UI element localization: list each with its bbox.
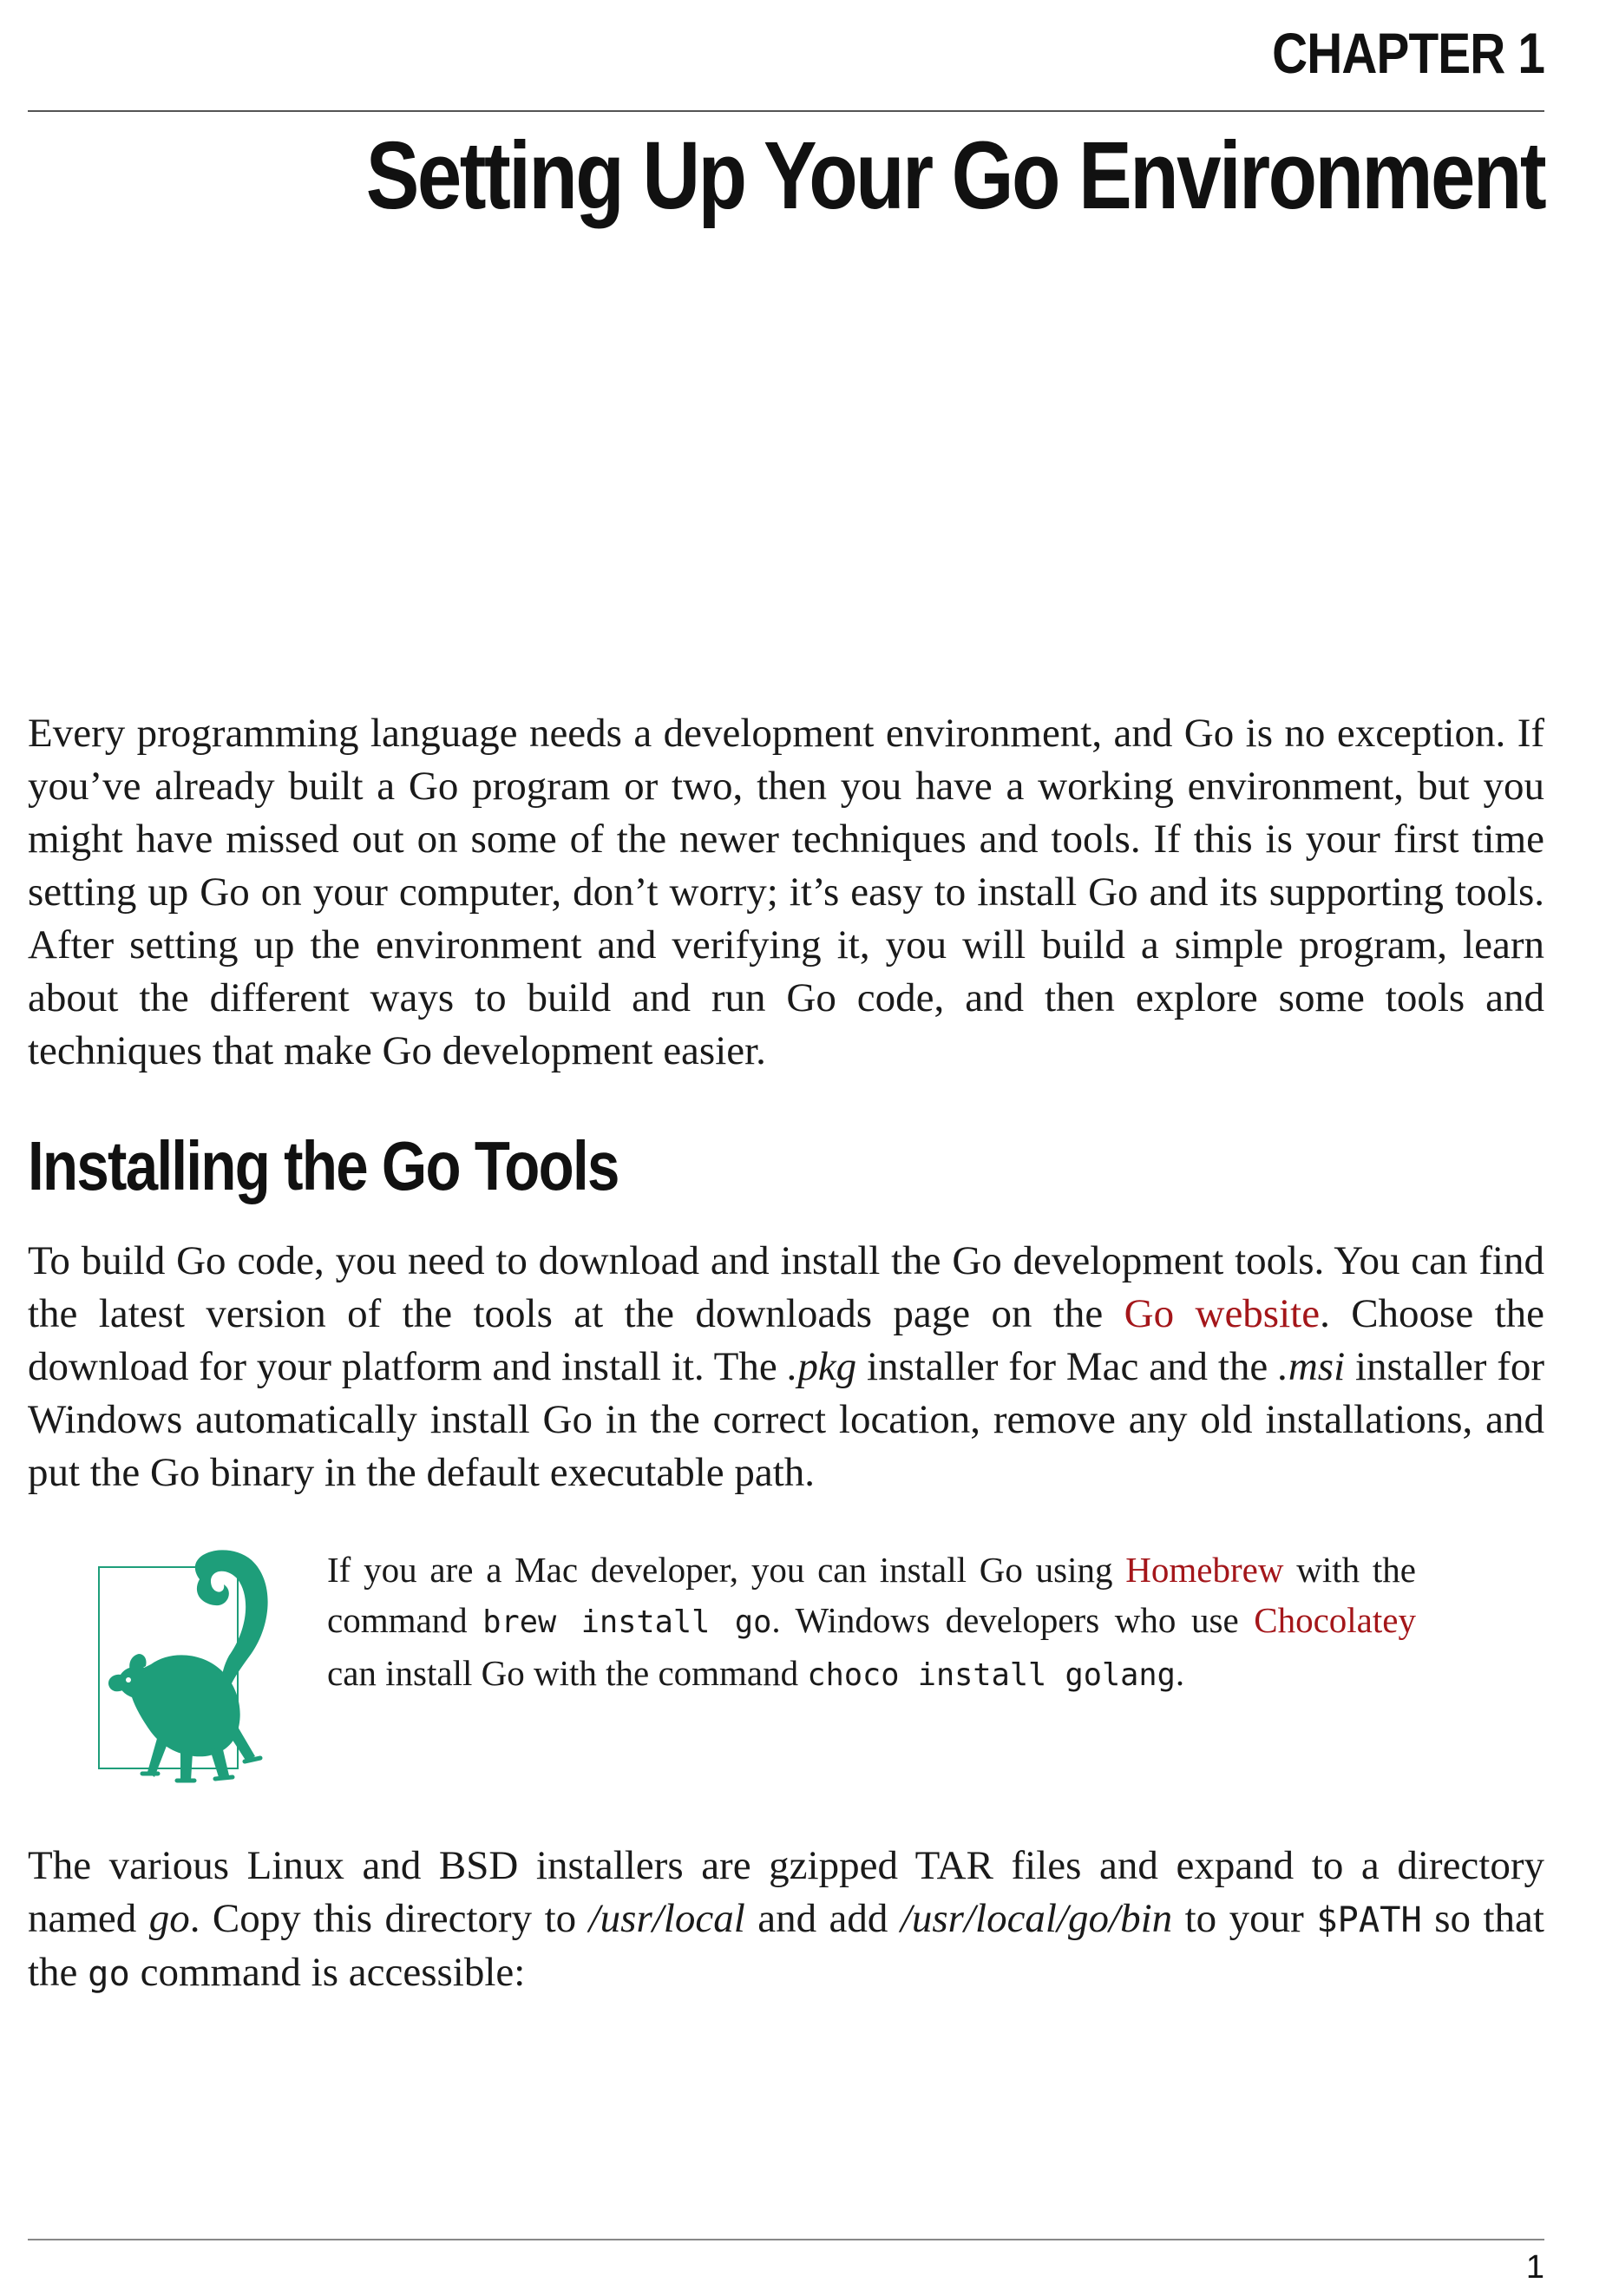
tip-text-1: If you are a Mac developer, you can install Go using xyxy=(327,1550,1126,1590)
usr-local-path: /usr/local xyxy=(588,1896,745,1941)
linux-paragraph xyxy=(28,1840,1544,2000)
pkg-term: .pkg xyxy=(787,1344,857,1389)
linux-text-3: and add xyxy=(744,1896,901,1941)
tip-text-3: . Windows developers who use xyxy=(771,1600,1255,1640)
footer-rule xyxy=(28,2239,1544,2240)
tip-text xyxy=(327,1545,1416,1701)
linux-text-2: . Copy this directory to xyxy=(189,1896,589,1941)
tip-text-4: can install Go with the command xyxy=(327,1653,808,1693)
path-variable: $PATH xyxy=(1316,1899,1422,1940)
section-heading: Installing the Go Tools xyxy=(28,1127,619,1204)
msi-term: .msi xyxy=(1278,1344,1346,1389)
install-text-3: installer for Mac and the xyxy=(856,1344,1279,1389)
brew-command: brew install go xyxy=(482,1604,772,1640)
linux-text-6: command is accessible: xyxy=(129,1950,526,1995)
chapter-title: Setting Up Your Go Environment xyxy=(365,122,1544,229)
install-paragraph xyxy=(28,1235,1544,1499)
tip-text-2: with the command xyxy=(327,1550,1416,1640)
go-command: go xyxy=(88,1952,130,1994)
go-dir-term: go xyxy=(148,1896,190,1941)
choco-command: choco install golang xyxy=(807,1657,1176,1693)
install-text-2: . Choose the download for your platform and install it. The xyxy=(28,1291,1545,1389)
intro-paragraph: Every programming language needs a development environment, and Go is no exception. If you’ve already built a Go program or two, then you have a working environment, but you might have missed out on some of the newer techniques and tools. If this is your first time setting up Go on your computer, don’t worry; it’s easy to install Go and its supporting tools. After setting up the environment and verifying it, you will build a simple program, learn about the different ways to build and run Go code, and then explore some tools and techniques that make Go development easier. xyxy=(28,711,1544,1073)
squirrel-tip-icon xyxy=(97,1545,279,1796)
install-text-1: To build Go code, you need to download and install the Go development tools. You can find the latest version of the tools at the downloads page on the xyxy=(28,1238,1544,1336)
homebrew-link[interactable]: Homebrew xyxy=(1125,1550,1284,1590)
chocolatey-link[interactable]: Chocolatey xyxy=(1254,1600,1416,1640)
page-number: 1 xyxy=(1525,2249,1544,2286)
chapter-label: CHAPTER 1 xyxy=(1272,21,1544,85)
go-bin-path: /usr/local/go/bin xyxy=(900,1896,1173,1941)
go-website-link[interactable]: Go website xyxy=(1124,1291,1321,1336)
install-text-4: installer for Windows automatically install Go in the correct location, remove any old installations, and put the Go binary in the default executable path. xyxy=(28,1344,1544,1495)
linux-text-4: to your xyxy=(1172,1896,1317,1941)
chapter-rule xyxy=(28,110,1544,112)
book-page xyxy=(28,0,1544,2296)
tip-box xyxy=(97,1545,1416,1805)
tip-text-5: . xyxy=(1175,1653,1185,1693)
linux-text-1: The various Linux and BSD installers are gzipped TAR files and expand to a directory named xyxy=(28,1843,1544,1941)
linux-text-5: so that the xyxy=(28,1896,1544,1995)
